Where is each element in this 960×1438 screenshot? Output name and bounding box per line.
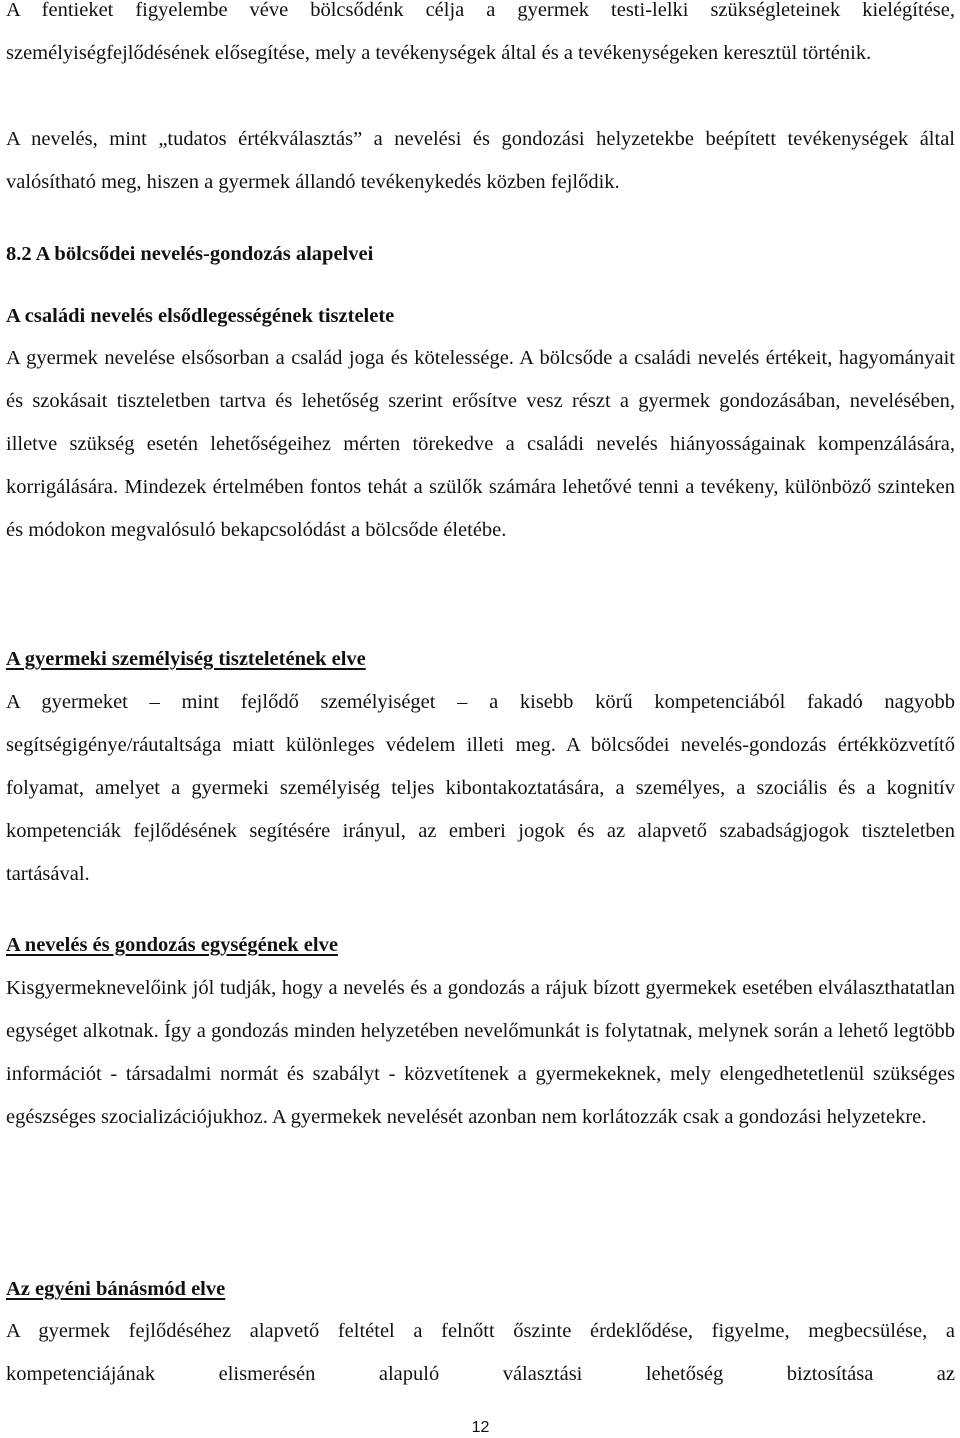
intro-paragraph-2: A nevelés, mint „tudatos értékválasztás” a nevelési és gondozási helyzetekbe beépített tevékenységek által valósítható meg, hiszen a gyermek állandó tevékenykedés közben fejlődik. xyxy=(6,128,955,193)
principle-heading-family: A családi nevelés elsődlegességének tisztelete xyxy=(6,305,395,327)
principle-text-care-unity: Kisgyermeknevelőink jól tudják, hogy a nevelés és a gondozás a rájuk bízott gyermekek esetében elválaszthatatlan egységet alkotnak. Így a gondozás minden helyzetében nevelőmunkát is folytatnak, melynek során a lehető legtöbb információt - társadalmi normát és szabályt - közvetítenek a gyermekeknek, mely elengedhetetlenül szükséges egészséges szocializációjukhoz. A gyermekek nevelését azonban nem korlátozzák csak a gondozási helyzetekre. xyxy=(6,977,955,1128)
intro-paragraph-1: A fentieket figyelembe véve bölcsődénk célja a gyermek testi-lelki szükségleteinek kielégítése, személyiségfejlődésének elősegítése, mely a tevékenységek által és a tevékenységeken keresztül történik. xyxy=(6,0,955,64)
principle-text-personality: A gyermeket – mint fejlődő személyiséget – a kisebb körű kompetenciából fakadó nagyobb segítségigénye/ráutaltsága miatt különleges védelem illeti meg. A bölcsődei nevelés-gondozás értékközvetítő folyamat, amelyet a gyermeki személyiség teljes kibontakoztatására, a személyes, a szociális és a kognitív kompetenciák fejlődésének segítésére irányul, az emberi jogok és az alapvető szabadságjogok tiszteletben tartásával. xyxy=(6,691,955,885)
section-title: 8.2 A bölcsődei nevelés-gondozás alapelvei xyxy=(6,243,374,265)
principle-heading-care-unity: A nevelés és gondozás egységének elve xyxy=(6,934,338,956)
principle-text-individual: A gyermek fejlődéséhez alapvető feltétel a felnőtt őszinte érdeklődése, figyelme, megbecsülése, a kompetenciájának elismerésén alapuló választási lehetőség biztosítása az xyxy=(6,1320,955,1385)
page-number: 12 xyxy=(471,1419,490,1436)
principle-text-family: A gyermek nevelése elsősorban a család joga és kötelessége. A bölcsőde a családi nevelés értékeit, hagyományait és szokásait tiszteletben tartva és lehetőség szerint erősítve vesz részt a gyermek gondozásában, nevelésében, illetve szükség esetén lehetőségeihez mérten törekedve a családi nevelés hiányosságainak kompenzálására, korrigálására. Mindezek értelmében fontos tehát a szülők számára lehetővé tenni a tevékeny, különböző szinteken és módokon megvalósuló bekapcsolódást a bölcsőde életébe. xyxy=(6,347,955,541)
principle-heading-personality: A gyermeki személyiség tiszteletének elve xyxy=(6,648,366,670)
principle-heading-individual: Az egyéni bánásmód elve xyxy=(6,1278,226,1300)
